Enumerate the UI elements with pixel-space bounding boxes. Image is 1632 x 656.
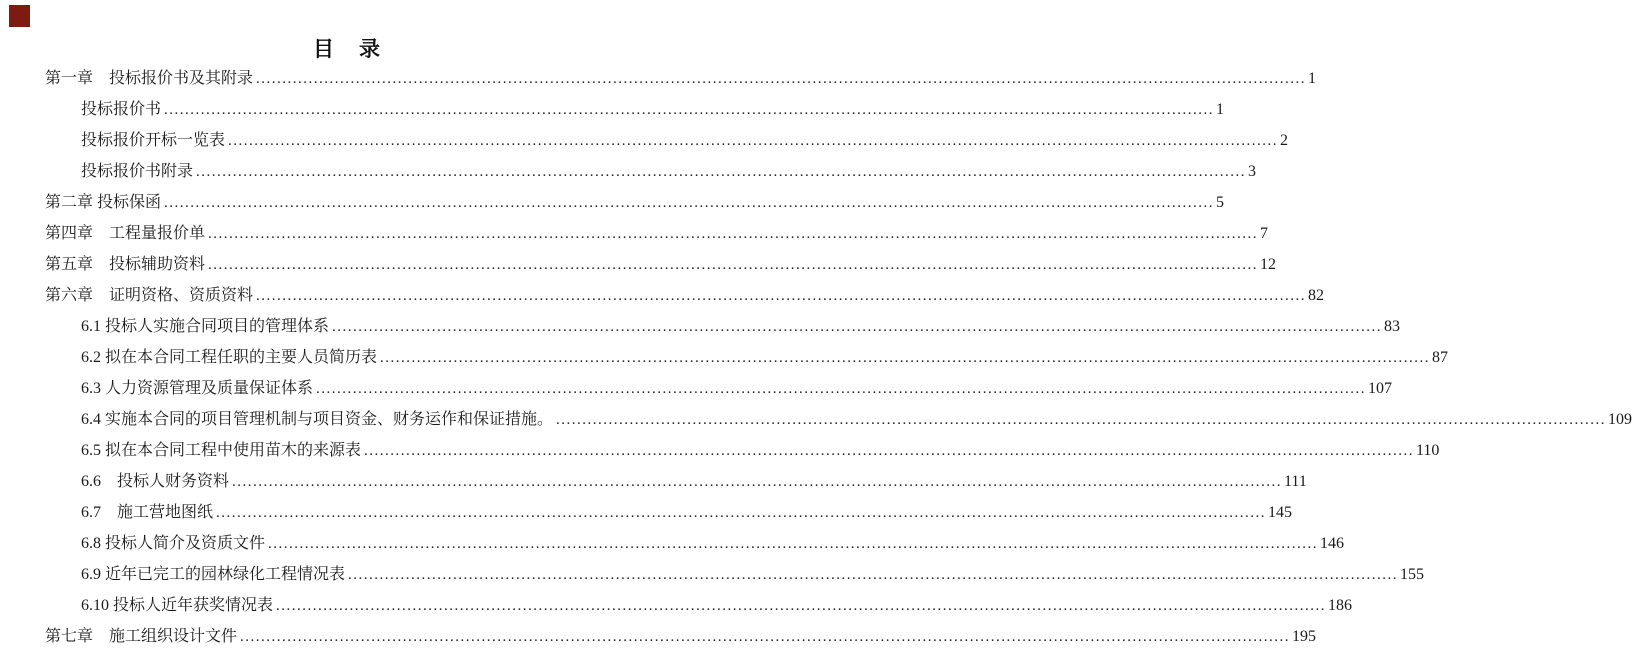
dot-leader: ........................................................................................................................................................................................................ bbox=[208, 257, 1259, 273]
toc-entry[interactable] bbox=[45, 249, 1277, 280]
toc-entry-page-number: 109 bbox=[1608, 411, 1632, 428]
page-title: 目 录 bbox=[313, 37, 382, 61]
dot-leader: ........................................................................................................................................................................................................ bbox=[164, 195, 1215, 211]
toc-entry-page-number: 195 bbox=[1292, 628, 1317, 645]
toc-list bbox=[45, 63, 1632, 652]
toc-entry-page-number: 7 bbox=[1260, 225, 1269, 242]
dot-leader: ........................................................................................................................................................................................................ bbox=[268, 536, 1319, 552]
toc-entry[interactable] bbox=[45, 590, 1353, 621]
toc-entry-page-number: 111 bbox=[1284, 473, 1307, 490]
dot-leader: ........................................................................................................................................................................................................ bbox=[364, 443, 1415, 459]
dot-leader: ........................................................................................................................................................................................................ bbox=[256, 71, 1307, 87]
toc-entry-page-number: 145 bbox=[1268, 504, 1293, 521]
toc-entry-page-number: 83 bbox=[1384, 318, 1401, 335]
toc-entry-label: 6.1 投标人实施合同项目的管理体系 bbox=[81, 318, 330, 335]
toc-entry-page-number: 1 bbox=[1308, 70, 1317, 87]
dot-leader: ........................................................................................................................................................................................................ bbox=[380, 350, 1431, 366]
dot-leader: ........................................................................................................................................................................................................ bbox=[240, 629, 1291, 645]
toc-entry-page-number: 186 bbox=[1328, 597, 1353, 614]
toc-entry[interactable] bbox=[45, 63, 1317, 94]
toc-entry-label: 6.3 人力资源管理及质量保证体系 bbox=[81, 380, 314, 397]
toc-entry[interactable] bbox=[45, 466, 1307, 497]
toc-entry-label: 6.5 拟在本合同工程中使用苗木的来源表 bbox=[81, 442, 362, 459]
toc-entry[interactable] bbox=[45, 311, 1401, 342]
toc-entry-page-number: 107 bbox=[1368, 380, 1393, 397]
toc-entry[interactable] bbox=[45, 280, 1325, 311]
toc-entry-page-number: 155 bbox=[1400, 566, 1425, 583]
toc-entry-label: 投标报价书附录 bbox=[81, 163, 194, 180]
toc-entry-label: 6.10 投标人近年获奖情况表 bbox=[81, 597, 274, 614]
dot-leader: ........................................................................................................................................................................................................ bbox=[228, 133, 1279, 149]
red-stamp-marker bbox=[9, 5, 30, 27]
toc-entry[interactable] bbox=[45, 218, 1269, 249]
toc-entry-label: 第七章 施工组织设计文件 bbox=[45, 628, 238, 645]
toc-entry-label: 第二章 投标保函 bbox=[45, 194, 162, 211]
toc-entry-label: 6.7 施工营地图纸 bbox=[81, 504, 214, 521]
dot-leader: ........................................................................................................................................................................................................ bbox=[556, 412, 1607, 428]
dot-leader: ........................................................................................................................................................................................................ bbox=[216, 505, 1267, 521]
toc-entry-page-number: 2 bbox=[1280, 132, 1289, 149]
toc-entry-page-number: 82 bbox=[1308, 287, 1325, 304]
toc-entry-label: 6.8 投标人简介及资质文件 bbox=[81, 535, 266, 552]
toc-entry[interactable] bbox=[45, 435, 1440, 466]
dot-leader: ........................................................................................................................................................................................................ bbox=[232, 474, 1283, 490]
toc-entry-label: 6.6 投标人财务资料 bbox=[81, 473, 230, 490]
dot-leader: ........................................................................................................................................................................................................ bbox=[332, 319, 1383, 335]
toc-entry[interactable] bbox=[45, 528, 1345, 559]
dot-leader: ........................................................................................................................................................................................................ bbox=[276, 598, 1327, 614]
toc-entry-label: 第五章 投标辅助资料 bbox=[45, 256, 206, 273]
toc-entry-page-number: 110 bbox=[1416, 442, 1440, 459]
toc-entry[interactable] bbox=[45, 342, 1449, 373]
toc-entry[interactable] bbox=[45, 497, 1293, 528]
toc-entry-page-number: 3 bbox=[1248, 163, 1257, 180]
toc-entry-label: 第一章 投标报价书及其附录 bbox=[45, 70, 254, 87]
dot-leader: ........................................................................................................................................................................................................ bbox=[208, 226, 1259, 242]
dot-leader: ........................................................................................................................................................................................................ bbox=[316, 381, 1367, 397]
dot-leader: ........................................................................................................................................................................................................ bbox=[164, 102, 1215, 118]
toc-entry-page-number: 12 bbox=[1260, 256, 1277, 273]
toc-entry[interactable] bbox=[45, 559, 1425, 590]
dot-leader: ........................................................................................................................................................................................................ bbox=[256, 288, 1307, 304]
toc-entry[interactable] bbox=[45, 156, 1257, 187]
toc-entry[interactable] bbox=[45, 621, 1317, 652]
toc-entry[interactable] bbox=[45, 404, 1632, 435]
toc-entry-label: 6.4 实施本合同的项目管理机制与项目资金、财务运作和保证措施。 bbox=[81, 411, 554, 428]
toc-entry-label: 6.9 近年已完工的园林绿化工程情况表 bbox=[81, 566, 346, 583]
toc-entry-page-number: 1 bbox=[1216, 101, 1225, 118]
toc-entry[interactable] bbox=[45, 94, 1225, 125]
toc-entry[interactable] bbox=[45, 125, 1289, 156]
toc-entry[interactable] bbox=[45, 373, 1393, 404]
toc-entry[interactable] bbox=[45, 187, 1225, 218]
toc-entry-label: 投标报价书 bbox=[81, 101, 162, 118]
toc-entry-label: 6.2 拟在本合同工程任职的主要人员简历表 bbox=[81, 349, 378, 366]
dot-leader: ........................................................................................................................................................................................................ bbox=[196, 164, 1247, 180]
toc-entry-label: 投标报价开标一览表 bbox=[81, 132, 226, 149]
toc-entry-page-number: 87 bbox=[1432, 349, 1449, 366]
toc-entry-label: 第六章 证明资格、资质资料 bbox=[45, 287, 254, 304]
toc-entry-page-number: 5 bbox=[1216, 194, 1225, 211]
toc-entry-page-number: 146 bbox=[1320, 535, 1345, 552]
dot-leader: ........................................................................................................................................................................................................ bbox=[348, 567, 1399, 583]
toc-entry-label: 第四章 工程量报价单 bbox=[45, 225, 206, 242]
